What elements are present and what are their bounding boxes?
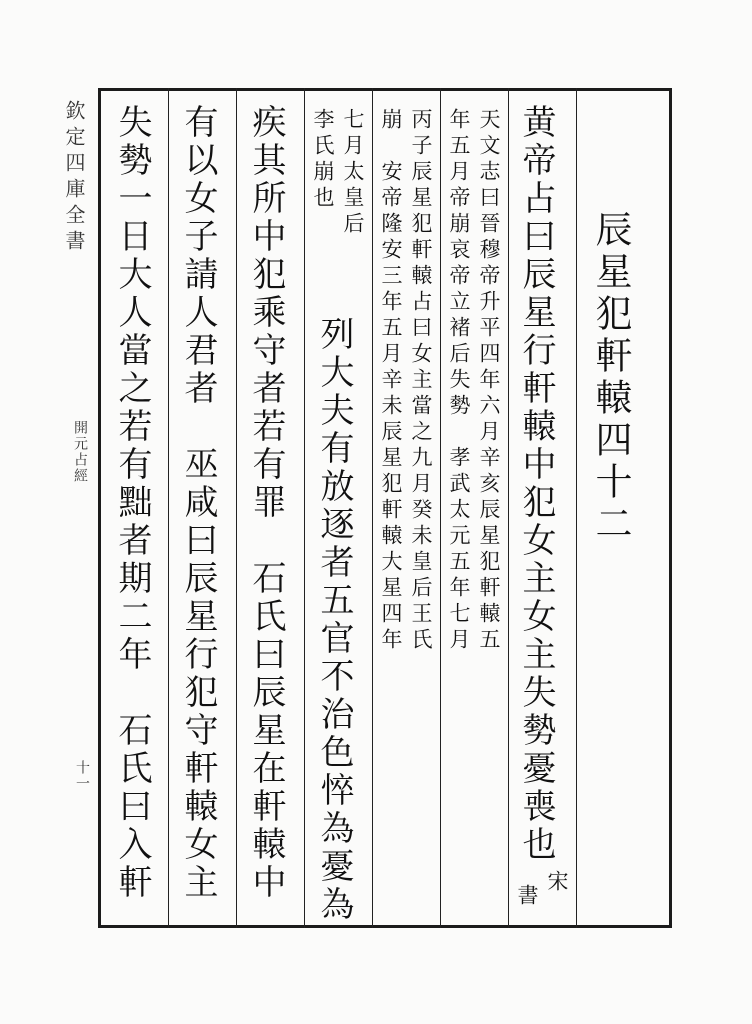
section-title: 辰星犯軒轅四十二 [589, 210, 632, 546]
source-note-char: 宋 [545, 870, 569, 893]
margin-page-number: 十一 [74, 760, 90, 792]
page-edge [0, 0, 28, 1024]
main-text-column: 列大夫有放逐者五官不治色悴為憂為 [314, 316, 354, 924]
annotation-column: 天文志曰晉穆帝升平四年六月辛亥辰星犯軒轅五 [477, 108, 501, 654]
column-rule [168, 88, 169, 928]
column-rule [372, 88, 373, 928]
annotation-column: 崩 安帝隆安三年五月辛未辰星犯軒轅大星四年 [379, 108, 403, 654]
source-note [544, 870, 570, 893]
column-rule [440, 88, 441, 928]
source-note-char: 書 [515, 884, 539, 907]
column-rule [304, 88, 305, 928]
main-text-column: 失勢一日大人當之若有黜者期二年 石氏曰入軒 [112, 104, 152, 902]
column-rule [576, 88, 577, 928]
annotation-column: 年五月帝崩哀帝立褚后失勢 孝武太元五年七月 [447, 108, 471, 654]
annotation-column: 丙子辰星犯軒轅占曰女主當之九月癸未皇后王氏 [409, 108, 433, 654]
annotation-column: 七月太皇后 [341, 108, 365, 238]
main-text-column: 疾其所中犯乘守者若有罪 石氏曰辰星在軒轅中 [246, 104, 286, 902]
margin-header: 欽定四庫全書 [62, 100, 86, 256]
column-rule [508, 88, 509, 928]
margin-book-title: 開元占經 [72, 420, 88, 484]
main-text-column: 黄帝占曰辰星行軒轅中犯女主女主失勢憂喪也 [516, 104, 556, 864]
column-rule [236, 88, 237, 928]
annotation-column: 李氏崩也 [311, 108, 335, 212]
source-note [514, 884, 540, 907]
main-text-column: 有以女子請人君者 巫咸曰辰星行犯守軒轅女主 [178, 104, 218, 902]
